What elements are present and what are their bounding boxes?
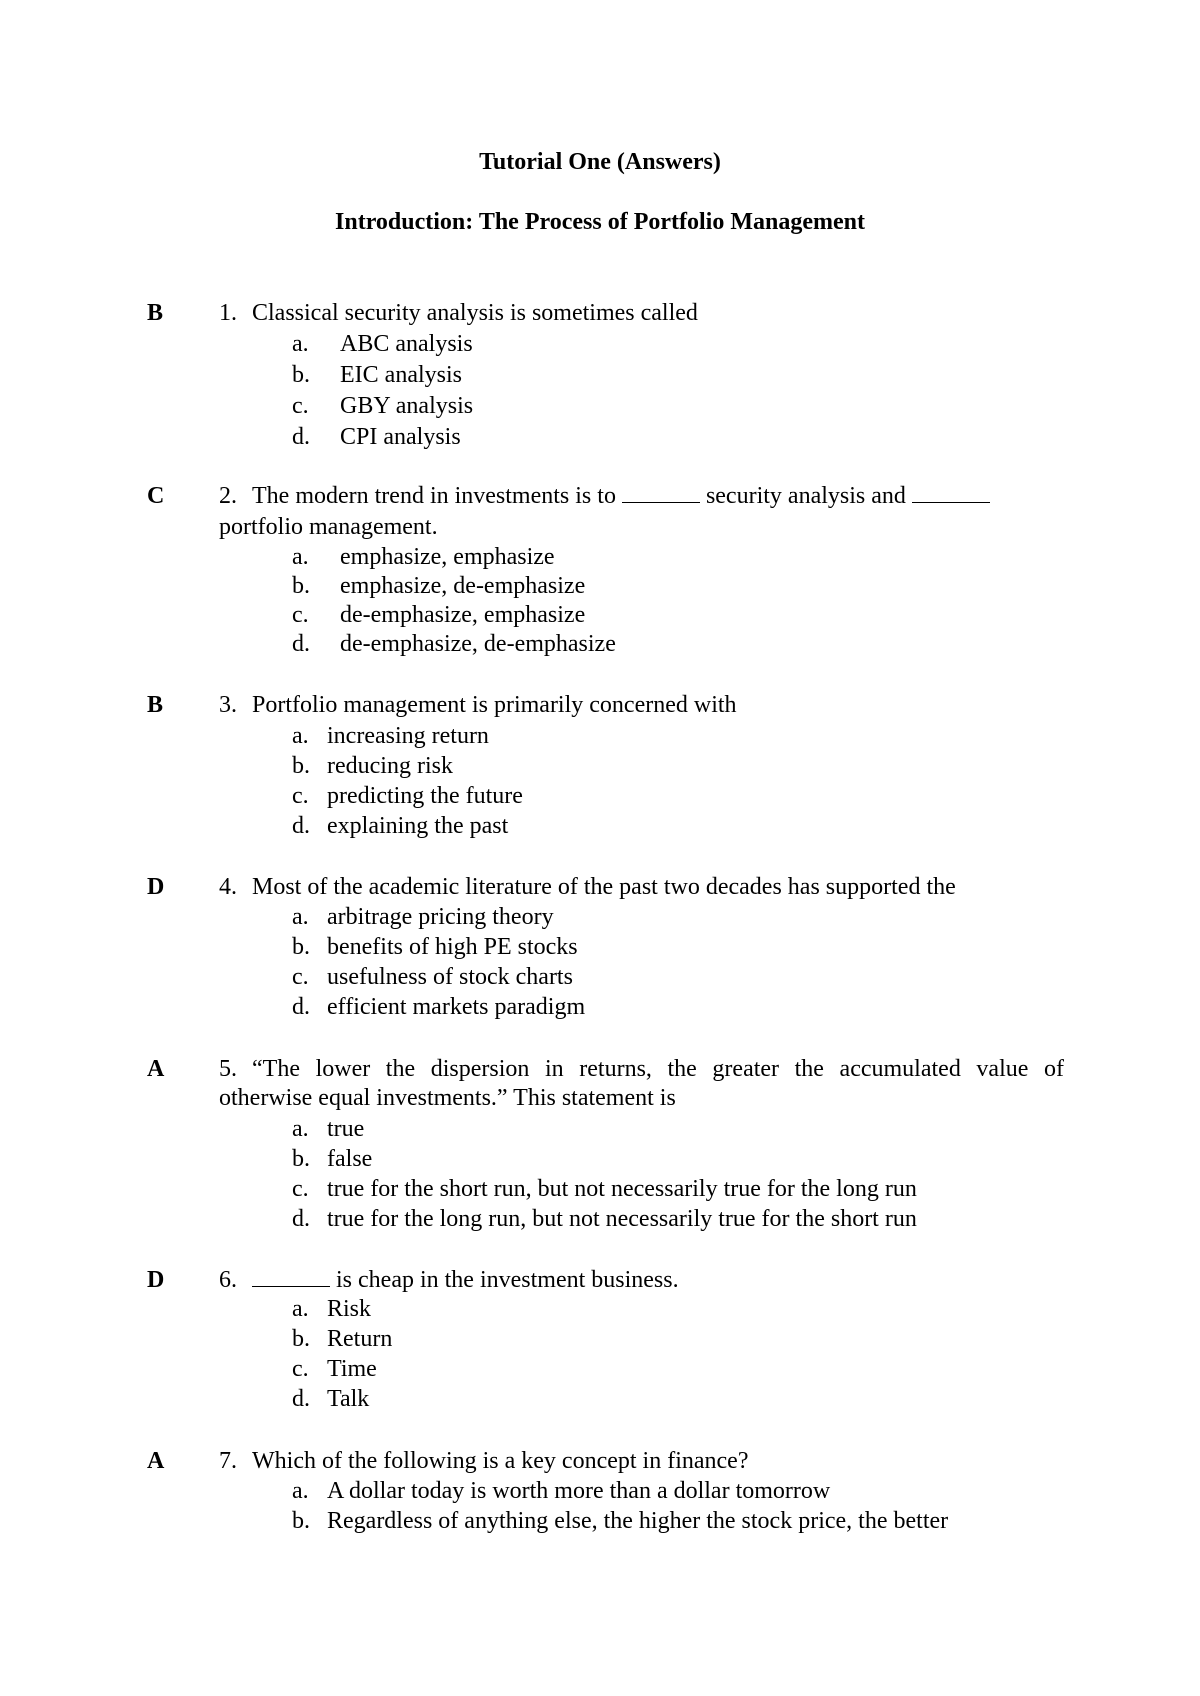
question-text: Most of the academic literature of the past two decades has supported the: [252, 874, 956, 900]
option-b: b. benefits of high PE stocks: [292, 934, 578, 960]
question-number: 1.: [219, 300, 237, 326]
answer-key: D: [147, 874, 165, 900]
question-text: Portfolio management is primarily concerned with: [252, 692, 737, 718]
answer-key: C: [147, 483, 165, 509]
question-number: 2.: [219, 483, 237, 509]
option-d: d. de-emphasize, de-emphasize: [292, 631, 616, 657]
option-b: b. Return: [292, 1326, 393, 1352]
option-d: d. efficient markets paradigm: [292, 994, 586, 1020]
option-b: b. reducing risk: [292, 753, 453, 779]
option-a: a. arbitrage pricing theory: [292, 904, 554, 930]
question-text: Which of the following is a key concept in finance?: [252, 1448, 749, 1474]
question-text-continued: otherwise equal investments.” This statement is: [219, 1085, 676, 1111]
option-a: a. true: [292, 1116, 365, 1142]
question-text-continued: portfolio management.: [219, 514, 438, 540]
option-d: d. Talk: [292, 1386, 370, 1412]
answer-key: B: [147, 692, 164, 718]
question-text: The modern trend in investments is to security analysis and: [252, 483, 990, 510]
answer-key: A: [147, 1448, 165, 1474]
answer-blank: [252, 1268, 330, 1287]
question-text: Classical security analysis is sometimes called: [252, 300, 698, 326]
question-text: “The lower the dispersion in returns, the greater the accumulated value of: [252, 1056, 1064, 1082]
question-number: 5.: [219, 1056, 237, 1082]
answer-key: D: [147, 1267, 165, 1293]
question-number: 7.: [219, 1448, 237, 1474]
option-b: b. false: [292, 1146, 373, 1172]
question-number: 6.: [219, 1267, 237, 1293]
option-c: c. de-emphasize, emphasize: [292, 602, 586, 628]
option-a: a. emphasize, emphasize: [292, 544, 555, 570]
answer-blank: [622, 484, 700, 503]
option-a: a. ABC analysis: [292, 331, 473, 357]
option-c: c. predicting the future: [292, 783, 523, 809]
question-number: 4.: [219, 874, 237, 900]
answer-key: A: [147, 1056, 165, 1082]
document-subtitle: Introduction: The Process of Portfolio Management: [335, 209, 865, 235]
option-d: d. true for the long run, but not necessarily true for the short run: [292, 1206, 917, 1232]
answer-key: B: [147, 300, 164, 326]
answer-blank: [912, 484, 990, 503]
question-number: 3.: [219, 692, 237, 718]
option-d: d. CPI analysis: [292, 424, 461, 450]
option-c: c. usefulness of stock charts: [292, 964, 573, 990]
option-a: a. increasing return: [292, 723, 489, 749]
option-c: c. GBY analysis: [292, 393, 474, 419]
option-a: a. Risk: [292, 1296, 372, 1322]
option-c: c. true for the short run, but not necessarily true for the long run: [292, 1176, 917, 1202]
question-text: is cheap in the investment business.: [252, 1267, 679, 1294]
option-d: d. explaining the past: [292, 813, 509, 839]
option-c: c. Time: [292, 1356, 377, 1382]
option-b: b. EIC analysis: [292, 362, 462, 388]
option-b: b. emphasize, de-emphasize: [292, 573, 586, 599]
option-b: b. Regardless of anything else, the higher the stock price, the better: [292, 1508, 949, 1534]
document-title: Tutorial One (Answers): [479, 149, 721, 175]
option-a: a. A dollar today is worth more than a dollar tomorrow: [292, 1478, 831, 1504]
